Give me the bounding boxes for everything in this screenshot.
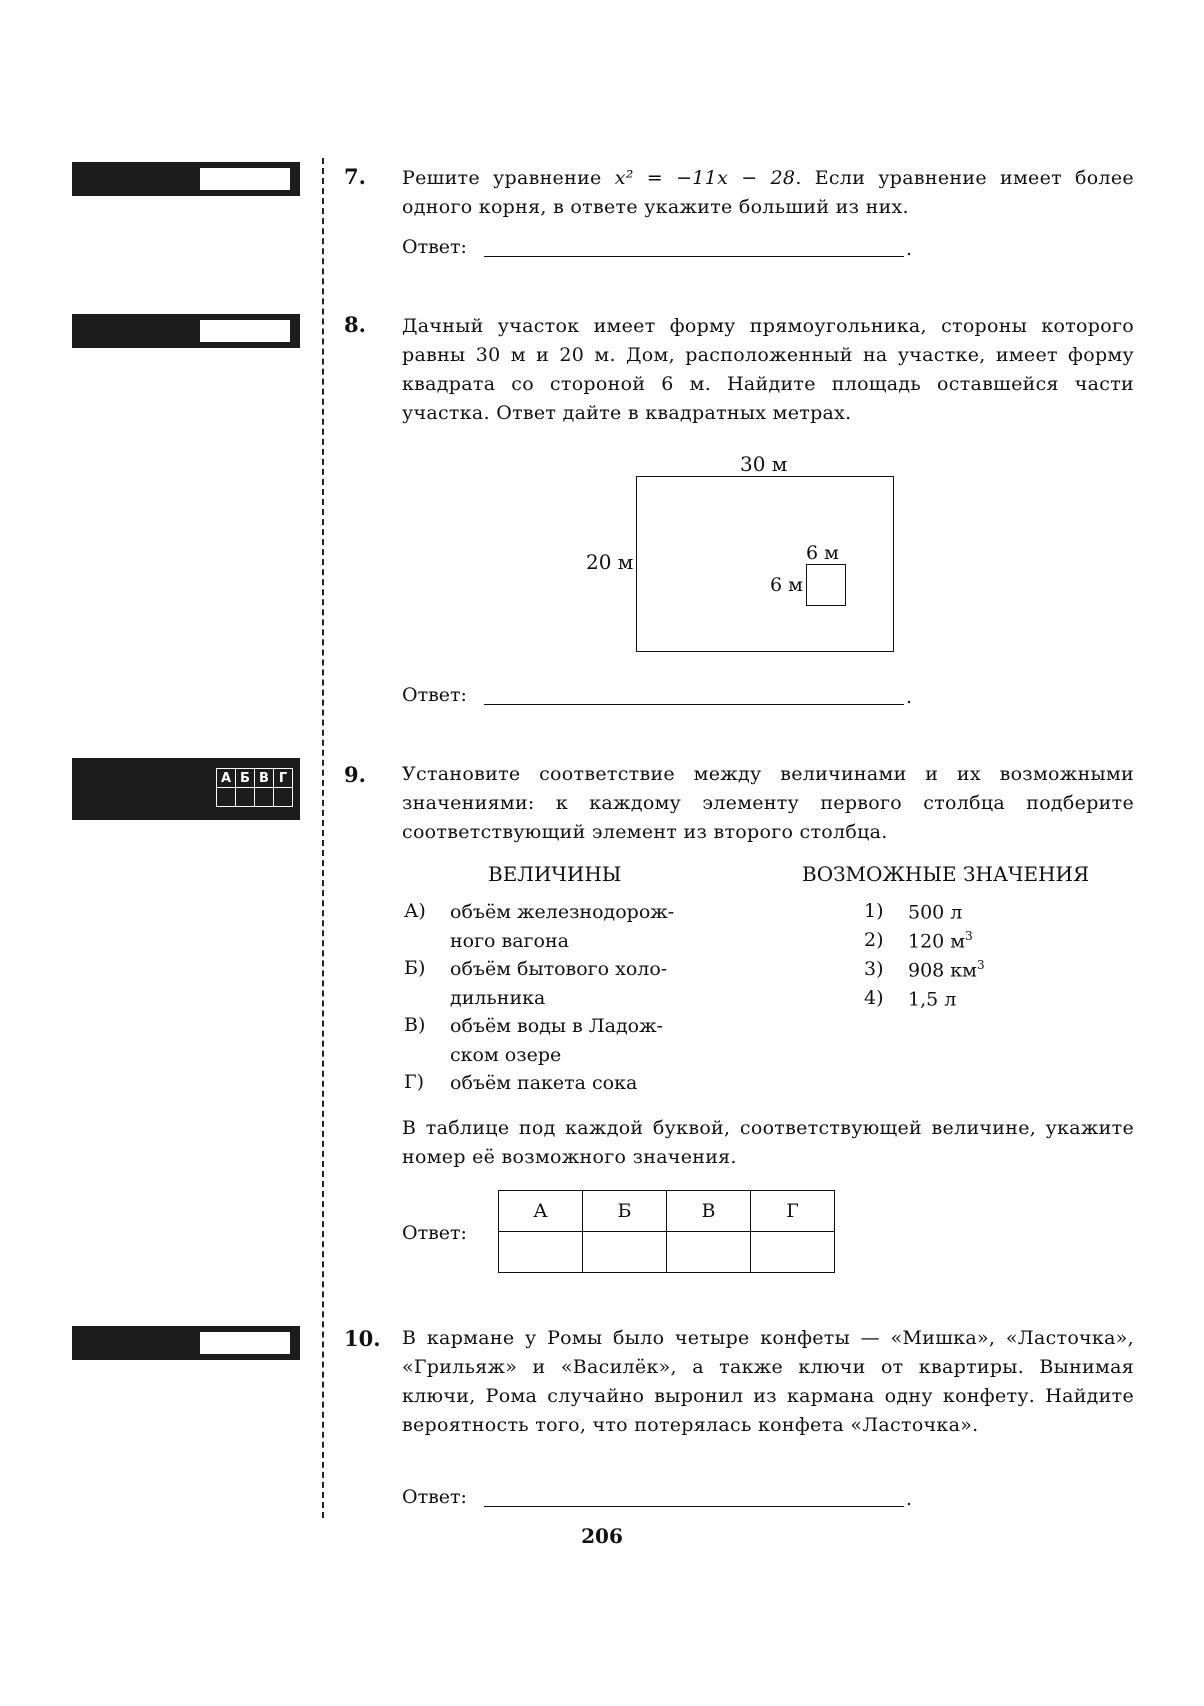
quantity-item bbox=[450, 898, 710, 956]
margin-letter: Г bbox=[274, 769, 293, 788]
task8-answer-dot: . bbox=[906, 686, 913, 708]
task7-answer-dot: . bbox=[906, 238, 913, 260]
quantity-line1: объём бытового холо- bbox=[450, 958, 668, 980]
task10-margin-answer-cell[interactable] bbox=[200, 1332, 290, 1354]
answer-table-header: А bbox=[499, 1191, 583, 1232]
margin-cell[interactable] bbox=[255, 788, 274, 807]
margin-letter: В bbox=[255, 769, 274, 788]
value-sup: 3 bbox=[976, 958, 985, 972]
quantity-letter: В) bbox=[404, 1014, 426, 1036]
task10-text: В кармане у Ромы было четыре конфеты — «Мишка», «Ласточка», «Грильяж» и «Василёк», а также ключи от квартиры. Вынимая ключи, Рома случайно выронил из кармана одну конфету. Найдите вероятность того, что потерялась конфета «Ласточка». bbox=[402, 1327, 1134, 1436]
margin-cell[interactable] bbox=[217, 788, 236, 807]
task8-margin-answer-cell[interactable] bbox=[200, 320, 290, 342]
task9-text: Установите соответствие между величинами и их возможными значениями: к каждому элементу первого столбца подберите соответствующий элемент из второго столбца. bbox=[402, 763, 1134, 843]
task8-number: 8. bbox=[344, 312, 366, 337]
task10-answer-line[interactable] bbox=[484, 1506, 904, 1507]
quantity-letter: Б) bbox=[404, 957, 426, 979]
plot-rectangle bbox=[636, 476, 894, 652]
answer-table-header: В bbox=[667, 1191, 751, 1232]
answer-table-header: Б bbox=[583, 1191, 667, 1232]
quantity-line2: ском озере bbox=[450, 1044, 562, 1066]
value-number: 3) bbox=[864, 958, 884, 980]
task9-margin-answer-grid[interactable] bbox=[216, 768, 293, 807]
task10-margin-box bbox=[72, 1326, 300, 1360]
task7-answer-label: Ответ: bbox=[402, 236, 467, 258]
margin-letter: Б bbox=[236, 769, 255, 788]
task7-margin-box bbox=[72, 162, 300, 196]
task10-answer-label: Ответ: bbox=[402, 1486, 467, 1508]
cut-line bbox=[322, 158, 324, 1518]
quantity-line1: объём воды в Ладож- bbox=[450, 1015, 663, 1037]
task9-answer-table bbox=[498, 1190, 835, 1273]
task7-text bbox=[402, 164, 1134, 222]
task7-answer-line[interactable] bbox=[484, 256, 904, 257]
quantity-letter: Г) bbox=[404, 1071, 424, 1093]
quantity-letter: А) bbox=[404, 900, 426, 922]
task7-text-before: Решите уравнение bbox=[402, 167, 615, 189]
task7-margin-answer-cell[interactable] bbox=[200, 168, 290, 190]
task9-number: 9. bbox=[344, 762, 366, 787]
plot-width-label: 30 м bbox=[740, 452, 788, 476]
margin-letter: А bbox=[217, 769, 236, 788]
task8-answer-line[interactable] bbox=[484, 704, 904, 705]
answer-table-cell[interactable] bbox=[667, 1232, 751, 1273]
value-number: 1) bbox=[864, 900, 884, 922]
house-height-label: 6 м bbox=[770, 574, 803, 596]
value-number: 2) bbox=[864, 929, 884, 951]
task9-answer-label: Ответ: bbox=[402, 1222, 467, 1244]
answer-table-cell[interactable] bbox=[499, 1232, 583, 1273]
task8-text: Дачный участок имеет форму прямоугольника, стороны которого равны 30 м и 20 м. Дом, расположенный на участке, имеет форму квадрата со стороной 6 м. Найдите площадь оставшейся части участка. Ответ дайте в квадратных метрах. bbox=[402, 315, 1134, 424]
value-main: 120 м bbox=[908, 930, 966, 953]
quantity-item bbox=[450, 1012, 710, 1070]
value-text bbox=[908, 958, 985, 981]
margin-cell[interactable] bbox=[236, 788, 255, 807]
task10-answer-dot: . bbox=[906, 1488, 913, 1510]
value-number: 4) bbox=[864, 987, 884, 1009]
value-text bbox=[908, 987, 956, 1010]
quantity-line2: дильника bbox=[450, 987, 546, 1009]
value-text bbox=[908, 929, 973, 952]
margin-cell[interactable] bbox=[274, 788, 293, 807]
col2-heading: ВОЗМОЖНЫЕ ЗНАЧЕНИЯ bbox=[802, 862, 1090, 886]
value-main: 500 л bbox=[908, 901, 963, 924]
value-main: 908 км bbox=[908, 959, 977, 982]
task7-number: 7. bbox=[344, 164, 366, 189]
page-number: 206 bbox=[581, 1524, 623, 1548]
answer-table-cell[interactable] bbox=[751, 1232, 835, 1273]
task8-margin-box bbox=[72, 314, 300, 348]
house-square bbox=[806, 564, 846, 606]
task8-answer-label: Ответ: bbox=[402, 684, 467, 706]
value-main: 1,5 л bbox=[908, 988, 957, 1011]
value-sup: 3 bbox=[965, 929, 973, 943]
task10-number: 10. bbox=[344, 1326, 381, 1351]
house-width-label: 6 м bbox=[806, 542, 839, 564]
task9-instruction: В таблице под каждой буквой, соответствующей величине, укажите номер её возможного значения. bbox=[402, 1117, 1134, 1168]
answer-table-header: Г bbox=[751, 1191, 835, 1232]
quantity-line2: ного вагона bbox=[450, 930, 569, 952]
quantity-item bbox=[450, 955, 710, 1013]
quantity-item: объём пакета сока bbox=[450, 1072, 638, 1094]
task7-equation: x² = −11x − 28 bbox=[614, 167, 796, 189]
task7-text-after: . Если уравнение имеет более одного корня, в ответе укажите больший из них. bbox=[402, 167, 1134, 218]
plot-height-label: 20 м bbox=[586, 550, 634, 574]
col1-heading: ВЕЛИЧИНЫ bbox=[488, 862, 622, 886]
value-text bbox=[908, 900, 962, 923]
quantity-line1: объём железнодорож- bbox=[450, 901, 675, 923]
answer-table-cell[interactable] bbox=[583, 1232, 667, 1273]
